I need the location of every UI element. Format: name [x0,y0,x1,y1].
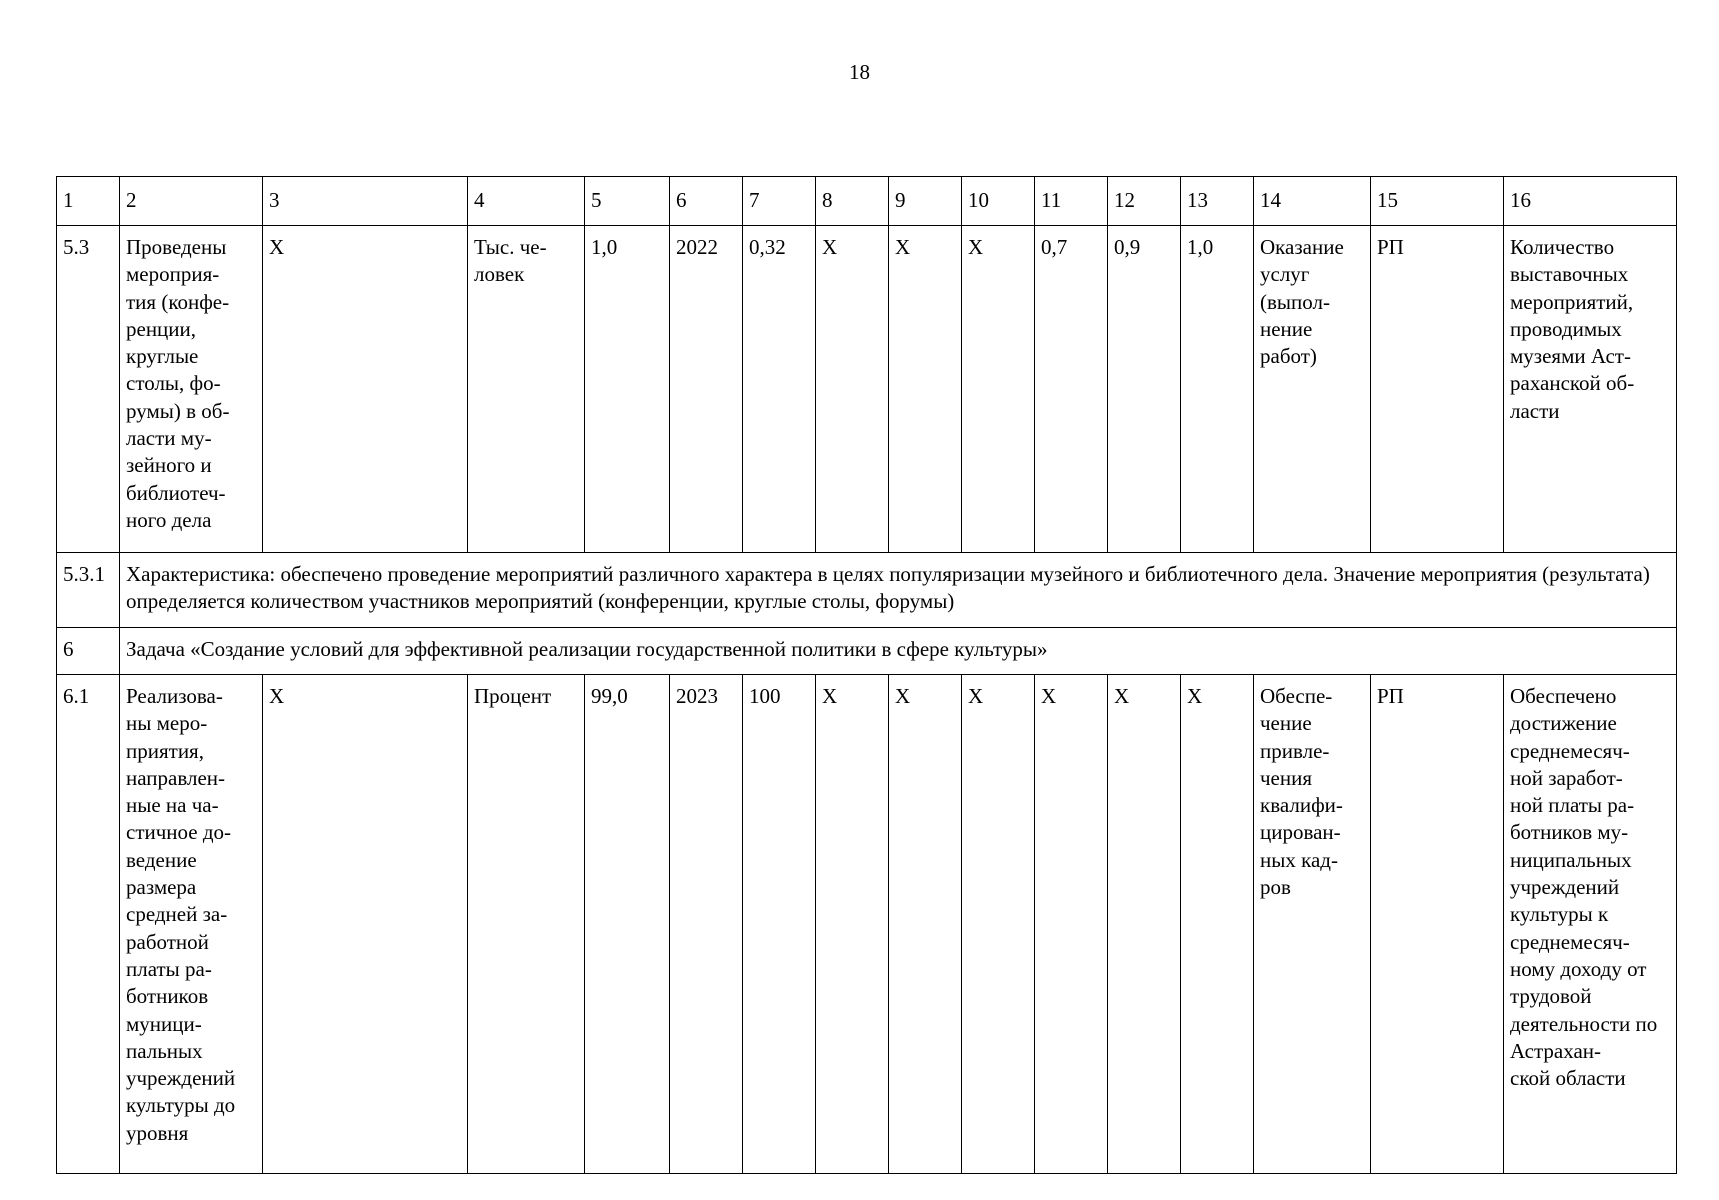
column-number-cell: 3 [263,177,468,226]
characteristic-text: Характеристика: обеспечено проведение мероприятий различного характера в целях популяризации музейного и библиотечного дела. Значение мероприятия (результата) определяется количеством участников мероприятий (конференции, круглые столы, форумы) [120,553,1677,628]
table-cell: 5.3.1 [57,553,120,628]
table-cell: X [962,675,1035,1174]
column-number-row [57,177,1677,226]
table-cell: Оказание услуг (выпол- нение работ) [1254,226,1371,553]
table-cell: 1,0 [1181,226,1254,553]
table-cell: Реализова- ны меро- приятия, направлен- ные на ча- стичное до- ведение размера средней за- работной платы ра- ботников муници- пальных учреждений культуры до уровня [120,675,263,1174]
table-row-6 [57,628,1677,675]
table-cell: 2023 [670,675,743,1174]
table-cell: 5.3 [57,226,120,553]
column-number-cell: 7 [743,177,816,226]
table-cell: Тыс. че- ловек [468,226,585,553]
table-cell: X [263,226,468,553]
column-number-cell: 4 [468,177,585,226]
column-number-cell: 12 [1108,177,1181,226]
table-cell: X [962,226,1035,553]
column-number-cell: 5 [585,177,670,226]
task-title: Задача «Создание условий для эффективной реализации государственной политики в сфере культуры» [120,628,1677,675]
table-cell: 1,0 [585,226,670,553]
table-cell: X [816,675,889,1174]
table-cell: Проведены мероприя- тия (конфе- ренции, круглые столы, фо- румы) в об- ласти му- зейного и библиотеч- ного дела [120,226,263,553]
table-cell: X [1035,675,1108,1174]
table-cell: X [1108,675,1181,1174]
table-row-5-3-1 [57,553,1677,628]
table-cell: РП [1371,675,1504,1174]
table-cell: Обеспечено достижение среднемесяч- ной заработ- ной платы ра- ботников му- ниципальных учреждений культуры к среднемесяч- ному доходу от трудовой деятельности по Астрахан- ской области [1504,675,1677,1174]
table-cell: X [816,226,889,553]
measures-table [56,176,1677,1174]
table-cell: Обеспе- чение привле- чения квалифи- цирован- ных кад- ров [1254,675,1371,1174]
table-cell: Количество выставочных мероприятий, проводимых музеями Аст- раханской об- ласти [1504,226,1677,553]
table-cell: 99,0 [585,675,670,1174]
table-cell: Процент [468,675,585,1174]
column-number-cell: 15 [1371,177,1504,226]
column-number-cell: 16 [1504,177,1677,226]
table-row-6-1 [57,675,1677,1174]
column-number-cell: 6 [670,177,743,226]
table-cell: X [263,675,468,1174]
table-cell: X [889,226,962,553]
column-number-cell: 1 [57,177,120,226]
table-cell: X [1181,675,1254,1174]
table-row-5-3 [57,226,1677,553]
table-cell: 0,9 [1108,226,1181,553]
table-cell: X [889,675,962,1174]
page-number: 18 [849,60,870,84]
table-cell: 100 [743,675,816,1174]
table-cell: 6 [57,628,120,675]
column-number-cell: 8 [816,177,889,226]
column-number-cell: 10 [962,177,1035,226]
table-cell: 6.1 [57,675,120,1174]
column-number-cell: 11 [1035,177,1108,226]
table-cell: 2022 [670,226,743,553]
column-number-cell: 2 [120,177,263,226]
table-cell: 0,32 [743,226,816,553]
table-cell: 0,7 [1035,226,1108,553]
column-number-cell: 9 [889,177,962,226]
column-number-cell: 14 [1254,177,1371,226]
column-number-cell: 13 [1181,177,1254,226]
table-cell: РП [1371,226,1504,553]
